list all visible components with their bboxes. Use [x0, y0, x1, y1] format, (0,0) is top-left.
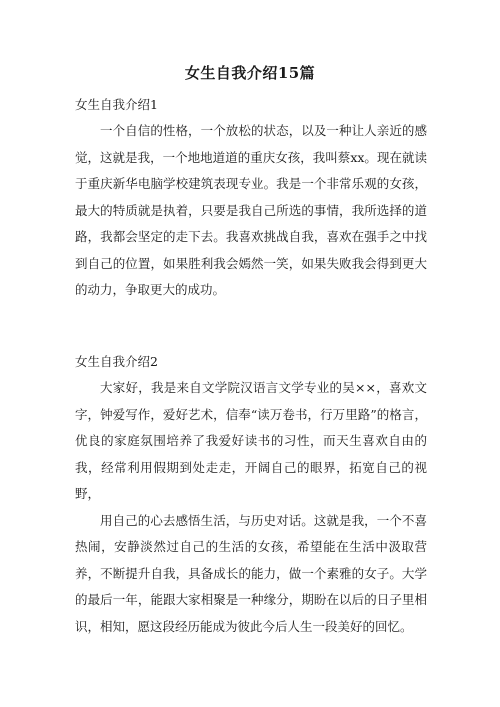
paragraph: 一个自信的性格，一个放松的状态，以及一种让人亲近的感觉，这就是我，一个地地道道的重庆女孩，我叫蔡xx。现在就读于重庆新华电脑学校建筑表现专业。我是一个非常乐观的女孩，最大的特质就是执着，只要是我自己所选的事情，我所选择的道路，我都会坚定的走下去。我喜欢挑战自我，喜欢在强手之中找到自己的位置，如果胜利我会嫣然一笑，如果失败我会得到更大的动力，争取更大的成功。	[75, 123, 427, 297]
section-heading: 女生自我介绍2	[75, 354, 158, 369]
paragraph: 用自己的心去感悟生活，与历史对话。这就是我，一个不喜热闹，安静淡然过自己的生活的女孩，希望能在生活中汲取营养，不断提升自我，具备成长的能力，做一个素雅的女子。大学的最后一年，能跟大家相聚是一种缘分，期盼在以后的日子里相识，相知，愿这段经历能成为彼此今后人生一段美好的回忆。	[75, 512, 427, 634]
section-2	[75, 349, 427, 640]
section-heading: 女生自我介绍1	[75, 97, 158, 112]
section-1	[75, 92, 427, 304]
paragraph: 大家好，我是来自文学院汉语言文学专业的吴××，喜欢文字，钟爱写作，爱好艺术，信奉“读万卷书，行万里路”的格言，优良的家庭氛围培养了我爱好读书的习性，而天生喜欢自由的我，经常利用假期到处走走，开阔自己的眼界，拓宽自己的视野，	[75, 380, 427, 501]
document-title: 女生自我介绍15篇	[184, 64, 316, 82]
